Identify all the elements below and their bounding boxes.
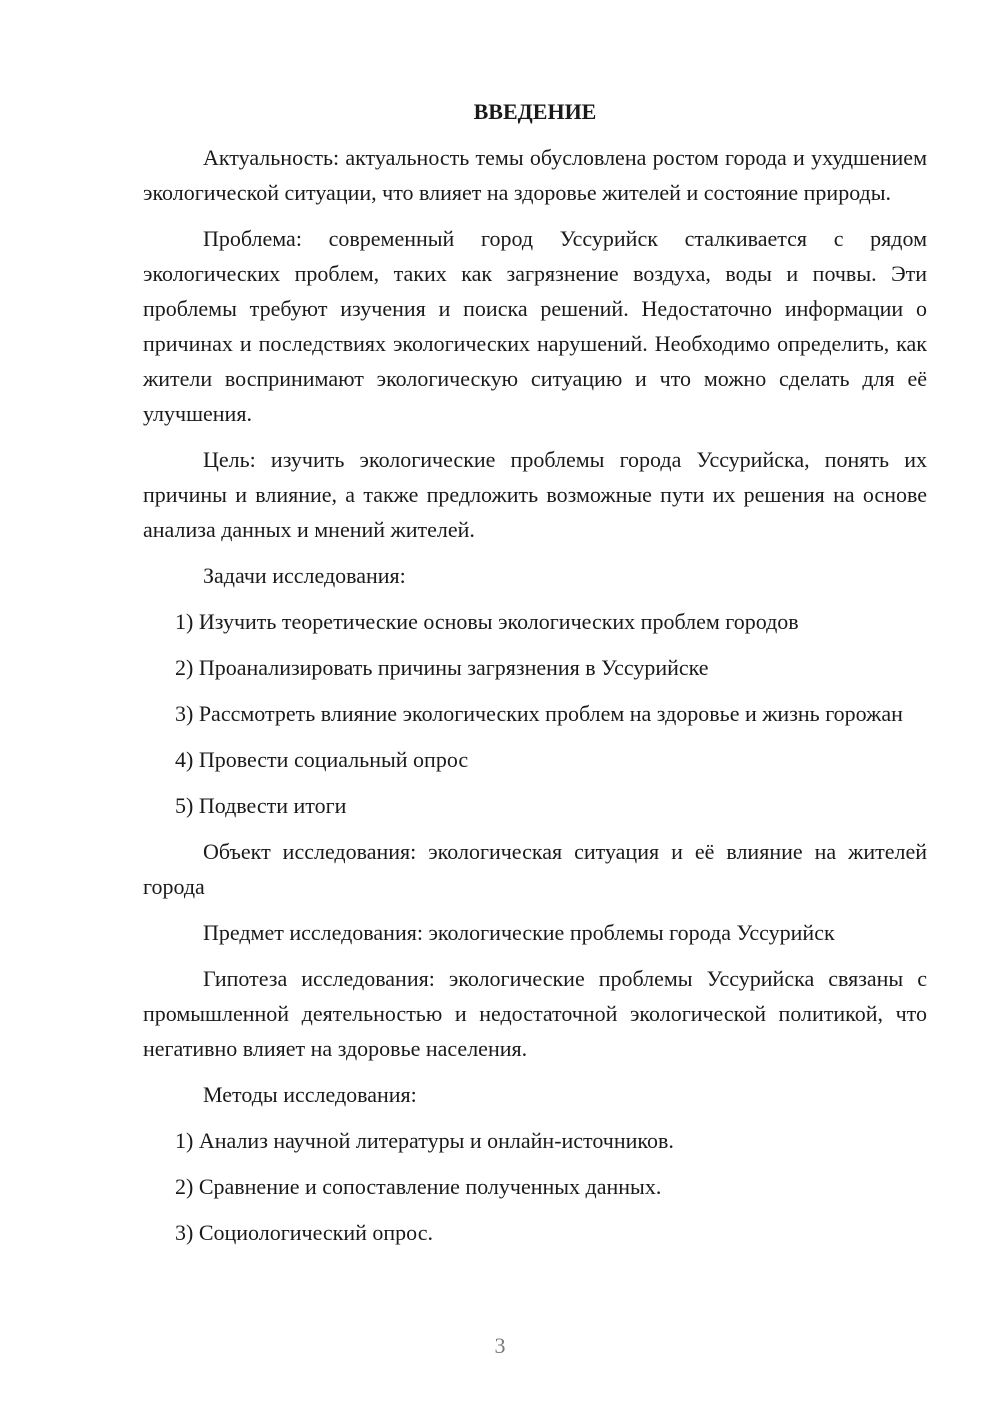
paragraph-methods-heading: Методы исследования:: [203, 1082, 417, 1107]
task-item-4: 4) Провести социальный опрос: [175, 747, 469, 772]
page-number: 3: [494, 1333, 506, 1358]
method-item-1: 1) Анализ научной литературы и онлайн-источников.: [175, 1128, 674, 1153]
task-item-1: 1) Изучить теоретические основы экологических проблем городов: [175, 609, 799, 634]
paragraph-problem: Проблема: современный город Уссурийск сталкивается с рядом экологических проблем, таких как загрязнение воздуха, воды и почвы. Эти проблемы требуют изучения и поиска решений. Недостаточно информации о причинах и последствиях экологических нарушений. Необходимо определить, как жители воспринимают экологическую ситуацию и что можно сделать для её улучшения.: [143, 226, 927, 426]
paragraph-relevance: Актуальность: актуальность темы обусловлена ростом города и ухудшением экологической ситуации, что влияет на здоровье жителей и состояние природы.: [143, 145, 927, 205]
task-item-2: 2) Проанализировать причины загрязнения в Уссурийске: [175, 655, 709, 680]
paragraph-hypothesis: Гипотеза исследования: экологические проблемы Уссурийска связаны с промышленной деятельностью и недостаточной экологической политикой, что негативно влияет на здоровье населения.: [143, 966, 927, 1061]
section-title: ВВЕДЕНИЕ: [473, 99, 597, 124]
paragraph-object: Объект исследования: экологическая ситуация и её влияние на жителей города: [143, 839, 927, 899]
method-item-3: 3) Социологический опрос.: [175, 1220, 433, 1245]
method-item-2: 2) Сравнение и сопоставление полученных данных.: [175, 1174, 662, 1199]
paragraph-tasks-heading: Задачи исследования:: [203, 563, 406, 588]
paragraph-goal: Цель: изучить экологические проблемы города Уссурийска, понять их причины и влияние, а также предложить возможные пути их решения на основе анализа данных и мнений жителей.: [143, 447, 927, 542]
document-body: [143, 94, 927, 1261]
task-item-3: 3) Рассмотреть влияние экологических проблем на здоровье и жизнь горожан: [175, 701, 903, 726]
paragraph-subject: Предмет исследования: экологические проблемы города Уссурийск: [203, 920, 835, 945]
task-item-5: 5) Подвести итоги: [175, 793, 347, 818]
